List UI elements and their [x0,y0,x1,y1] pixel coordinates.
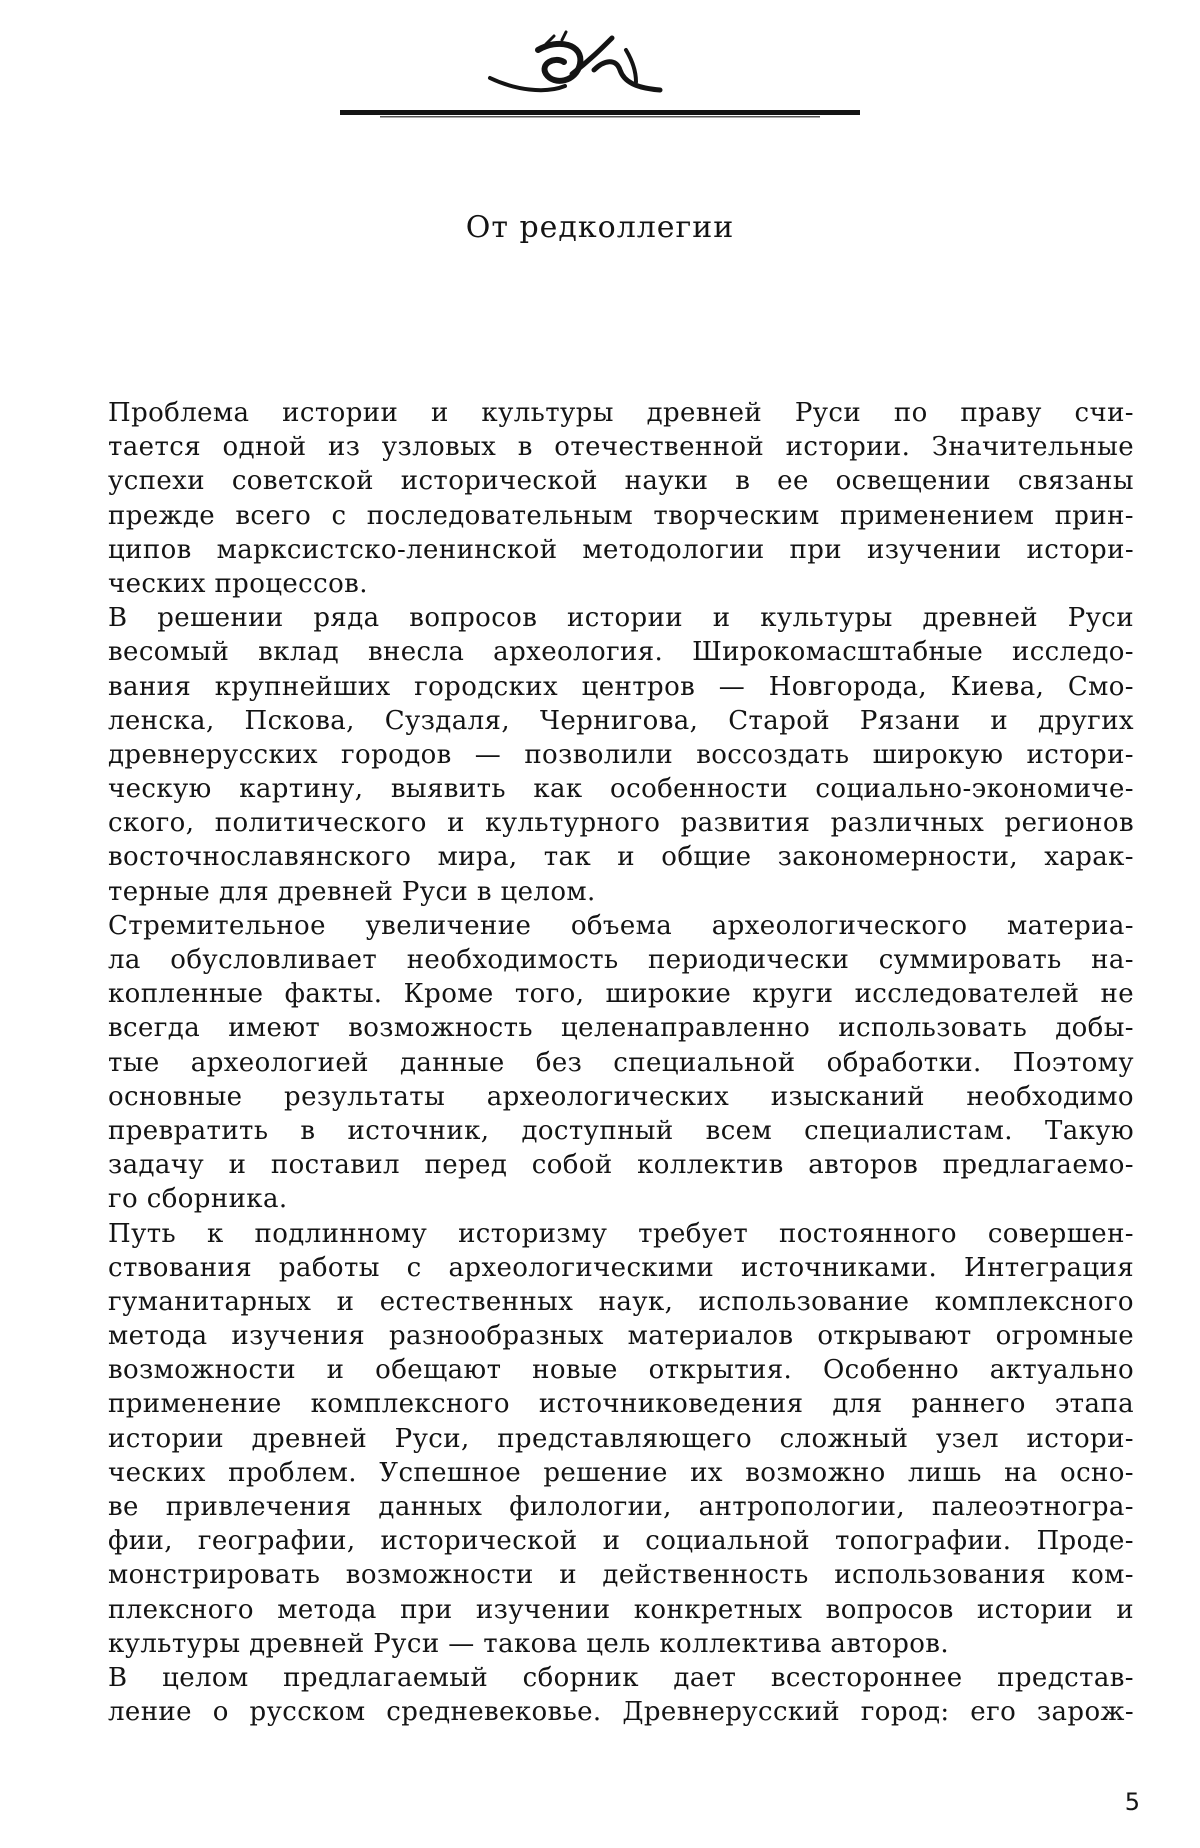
text-line: ческую картину, выявить как особенности социально-экономиче- [108,774,1134,805]
text-line: восточнославянского мира, так и общие закономерности, харак- [108,842,1134,873]
text-line: ла обусловливает необходимость периодически суммировать на- [108,945,1134,975]
paragraph [108,1661,1134,1729]
text-line: В решении ряда вопросов истории и культуры древней Руси [108,603,1134,634]
paragraph [108,601,1134,909]
text-line: превратить в источник, доступный всем специалистам. Такую [108,1115,1134,1146]
text-line: истории древней Руси, представляющего сложный узел истори- [108,1423,1134,1454]
text-line: ленска, Пскова, Суздаля, Чернигова, Старой Рязани и других [108,705,1134,736]
paragraph [108,909,1134,1217]
text-line: вания крупнейших городских центров — Новгорода, Киева, Смо- [108,671,1134,702]
paragraph [108,1217,1134,1661]
text-line: древнерусских городов — позволили воссоздать широкую истори- [108,739,1134,770]
text-line: монстрировать возможности и действенность использования ком- [108,1560,1134,1591]
text-line: ление о русском средневековье. Древнерусский город: его зарож- [108,1697,1134,1728]
text-line: задачу и поставил перед собой коллектив авторов предлагаемо- [108,1150,1134,1181]
text-line: прежде всего с последовательным творческим применением прин- [108,500,1134,531]
text-line: ческих проблем. Успешное решение их возможно лишь на осно- [108,1457,1134,1488]
text-line: плексного метода при изучении конкретных вопросов истории и [108,1594,1134,1625]
text-line: ского, политического и культурного развития различных регионов [108,808,1134,839]
text-line: ствования работы с археологическими источниками. Интеграция [108,1252,1134,1283]
ornament-headpiece [340,30,860,140]
text-line: возможности и обещают новые открытия. Особенно актуально [108,1355,1134,1386]
page-title: От редколлегии [465,210,735,245]
text-line: Проблема истории и культуры древней Руси по праву счи- [108,398,1134,428]
text-line: весомый вклад внесла археология. Широкомасштабные исследо- [108,637,1134,668]
text-line: метода изучения разнообразных материалов открывают огромные [108,1321,1134,1352]
text-line: успехи советской исторической науки в ее освещении связаны [108,466,1134,497]
text-line: ческих процессов. [108,568,368,599]
text-line: копленные факты. Кроме того, широкие круги исследователей не [108,979,1134,1010]
text-line: гуманитарных и естественных наук, использование комплексного [108,1286,1134,1317]
text-line: всегда имеют возможность целенаправленно использовать добы- [108,1013,1134,1044]
text-line: В целом предлагаемый сборник дает всестороннее представ- [108,1662,1134,1693]
text-line: ве привлечения данных филологии, антропологии, палеоэтногра- [108,1492,1134,1522]
text-line: терные для древней Руси в целом. [108,876,596,907]
page-number: 5 [1124,1788,1140,1816]
text-line: фии, географии, исторической и социальной топографии. Проде- [108,1526,1134,1557]
text-line: применение комплексного источниковедения для раннего этапа [108,1389,1134,1420]
text-line: тается одной из узловых в отечественной истории. Значительные [108,432,1134,463]
text-line: основные результаты археологических изысканий необходимо [108,1081,1134,1112]
paragraph [108,396,1134,601]
text-line: ципов марксистско-ленинской методологии при изучении истори- [108,534,1134,565]
text-line: Стремительное увеличение объема археологического материа- [108,910,1134,941]
text-line: Путь к подлинному историзму требует постоянного совершен- [108,1218,1134,1249]
text-line: го сборника. [108,1184,288,1215]
text-line: культуры древней Руси — такова цель коллектива авторов. [108,1628,949,1659]
article-body [108,396,1134,1729]
text-line: тые археологией данные без специальной обработки. Поэтому [108,1047,1134,1078]
